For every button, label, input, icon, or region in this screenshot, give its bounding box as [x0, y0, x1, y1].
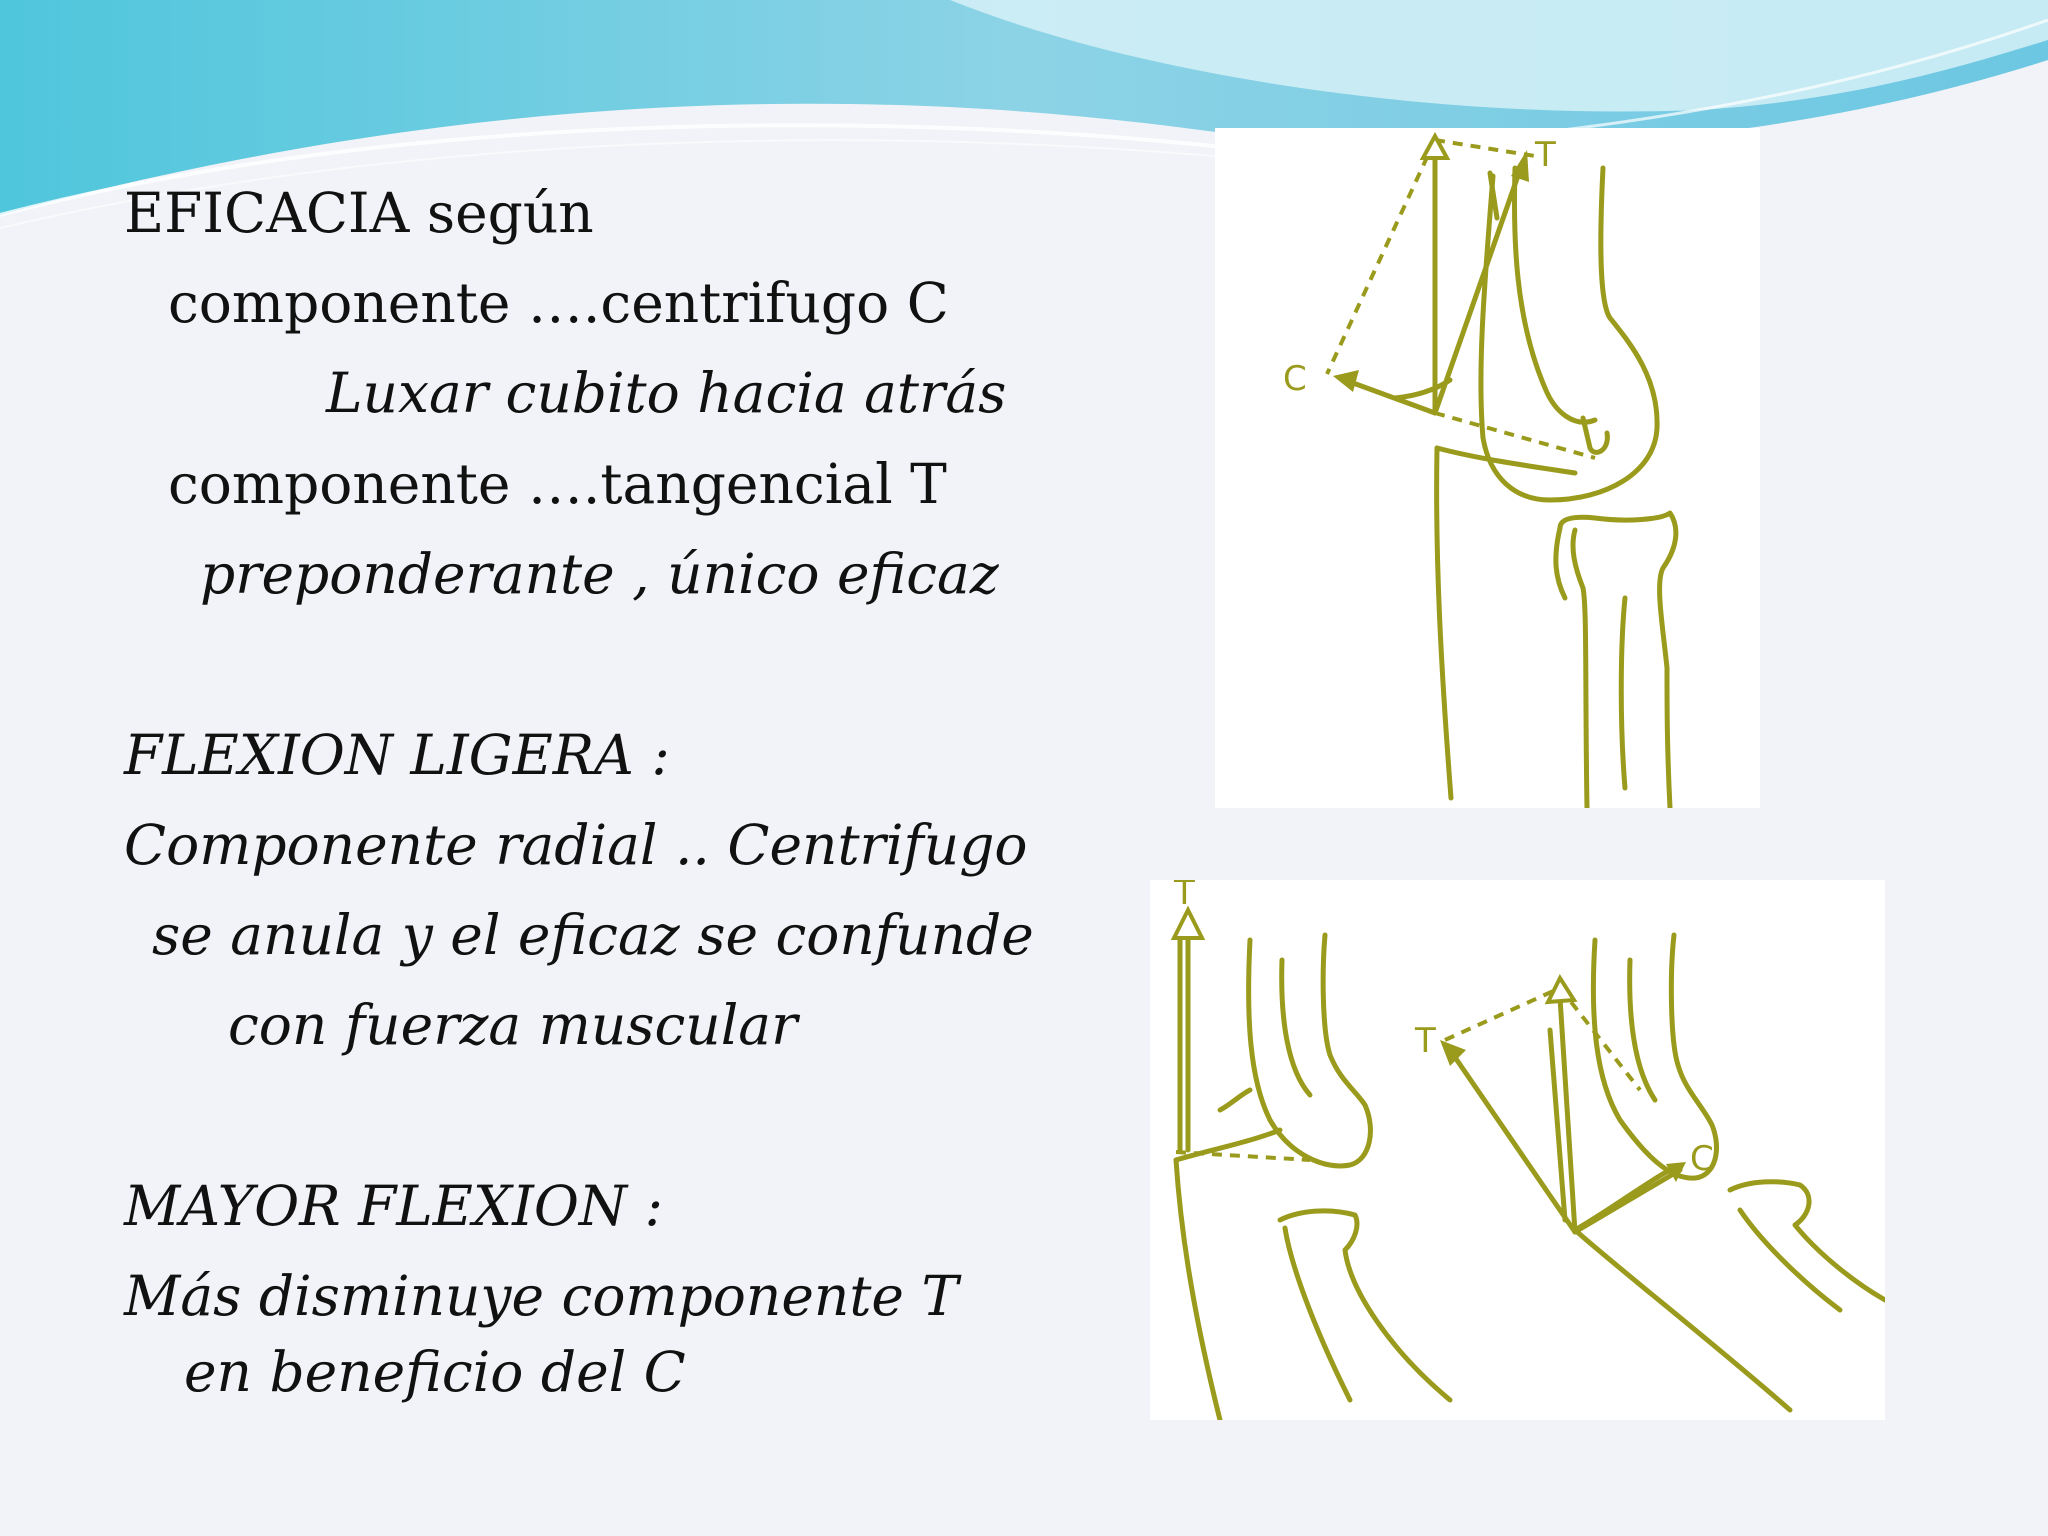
text-line-mas-disminuye: Más disminuye componente T — [124, 1264, 959, 1328]
elbow-extension-drawing — [1215, 128, 1760, 808]
text-line-tangencial: componente ….tangencial T — [168, 452, 947, 516]
figure-label-t: T — [1535, 135, 1556, 175]
text-line-se-anula: se anula y el eficaz se confunde — [152, 903, 1034, 967]
greater-flexion-bones — [1575, 935, 1885, 1410]
text-line-componente-radial: Componente radial .. Centrifugo — [124, 813, 1028, 877]
figure-label-t-right: T — [1415, 1021, 1436, 1061]
heading-eficacia: EFICACIA según — [124, 181, 594, 245]
figure-label-c-right: C — [1690, 1139, 1714, 1179]
figure-label-c: C — [1283, 359, 1307, 399]
heading-mayor-flexion: MAYOR FLEXION : — [124, 1174, 664, 1238]
elbow-flexion-drawing — [1150, 880, 1885, 1420]
figure-label-t-left: T — [1174, 880, 1195, 913]
elbow-extension-figure — [1215, 128, 1760, 808]
text-line-luxar: Luxar cubito hacia atrás — [326, 361, 1007, 425]
text-line-fuerza-muscular: con fuerza muscular — [228, 993, 798, 1057]
heading-flexion-ligera: FLEXION LIGERA : — [124, 723, 670, 787]
text-line-centrifugo: componente ….centrifugo C — [168, 271, 949, 335]
text-line-preponderante: preponderante , único eficaz — [200, 542, 999, 606]
text-line-en-beneficio: en beneficio del C — [184, 1340, 686, 1404]
slight-flexion-bones — [1176, 935, 1450, 1420]
elbow-flexion-figures — [1150, 880, 1885, 1420]
